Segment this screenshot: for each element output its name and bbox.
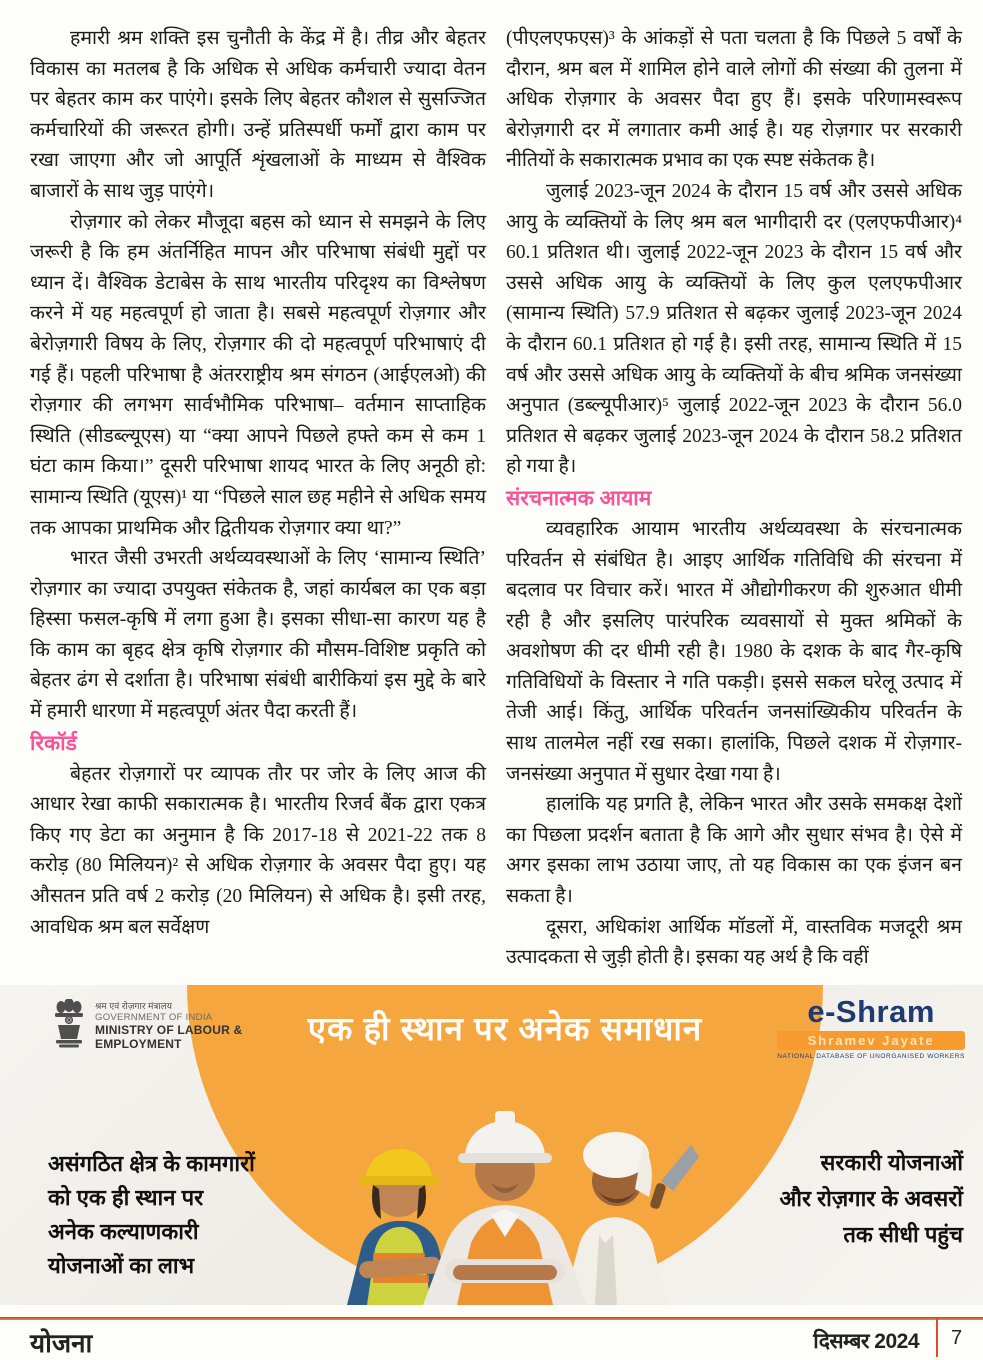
issue-date: दिसम्बर 2024 [813,1330,919,1353]
ministry-line-goi: GOVERNMENT OF INDIA [95,1012,213,1023]
right-column [506,24,962,982]
eshram-advertisement [0,985,983,1305]
caption-line: योजनाओं का लाभ [48,1253,195,1278]
worker-turban-man [563,1132,699,1305]
article-body [30,24,963,982]
paragraph: भारत जैसी उभरती अर्थव्यवस्थाओं के लिए ‘सामान्य स्थिति’ रोज़गार का ज्यादा उपयुक्त संकेतक है, जहां कार्यबल का एक बड़ा हिस्सा फसल-कृषि में लगा हुआ है। इसका सीधा-सा कारण यह है कि काम का बृहद क्षेत्र कृषि रोज़गार की मौसम-विशिष्ट प्रकृति को बेहतर ढंग से दर्शाता है। परिभाषा संबंधी बारीकियां इस मुद्दे के बारे में हमारी धारणा में महत्वपूर्ण अंतर पैदा करती हैं। [30,548,486,723]
eshram-tagline-badge: Shramev Jayate [777,1031,965,1050]
paragraph: बेहतर रोज़गारों पर व्यापक तौर पर जोर के लिए आज की आधार रेखा काफी सकारात्मक है। भारतीय रिजर्व बैंक द्वारा एकत्र किए गए डेटा का अनुमान है कि 2017-18 से 2021-22 तक 8 करोड़ (80 मिलियन)² से अधिक रोज़गार के अवसर पैदा हुए। यह औसतन प्रति वर्ष 2 करोड़ (20 मिलियन) से अधिक है। इसी तरह, आवधिक श्रम बल सर्वेक्षण [30,763,486,938]
paragraph: (पीएलएफएस)³ के आंकड़ों से पता चलता है कि पिछले 5 वर्षों के दौरान, श्रम बल में शामिल होने वाले लोगों की संख्या की तुलना में अधिक रोज़गार के अवसर पैदा हुए हैं। इसके परिणामस्वरूप बेरोज़गारी दर में लगातार कमी आई है। यह रोज़गार पर सरकारी नीतियों के सकारात्मक प्रभाव का एक स्पष्ट संकेतक है। [506,28,962,172]
caption-line: अनेक कल्याणकारी [48,1219,199,1244]
eshram-logo [777,995,965,1060]
left-column [30,24,486,982]
caption-line: तक सीधी पहुंच [843,1222,963,1247]
caption-line: को एक ही स्थान पर [48,1185,204,1210]
caption-line: और रोज़गार के अवसरों [779,1186,963,1211]
page-number: 7 [951,1327,963,1349]
eshram-subtext: NATIONAL DATABASE OF UNORGANISED WORKERS [777,1053,965,1060]
workers-photo [295,1053,715,1305]
paragraph: जुलाई 2023-जून 2024 के दौरान 15 वर्ष और उससे अधिक आयु के व्यक्तियों के लिए श्रम बल भागीदारी दर (एलएफपीआर)⁴ 60.1 प्रतिशत थी। जुलाई 2022-जून 2023 के दौरान 15 वर्ष और उससे अधिक आयु के व्यक्तियों के लिए कुल एलएफपीआर (सामान्य स्थिति) 57.9 प्रतिशत से बढ़कर जुलाई 2023-जून 2024 के दौरान 60.1 प्रतिशत हो गई है। इसी तरह, सामान्य स्थिति में 15 वर्ष और उससे अधिक आयु के व्यक्तियों के बीच श्रमिक जनसंख्या अनुपात (डब्ल्यूपीआर)⁵ जुलाई 2022-जून 2023 के दौरान 56.0 प्रतिशत से बढ़कर जुलाई 2023-जून 2024 के दौरान 58.2 प्रतिशत हो गया है। [506,180,962,478]
paragraph: रोज़गार को लेकर मौजूदा बहस को ध्यान से समझने के लिए जरूरी है कि हम अंतर्निहित मापन और परिभाषा संबंधी मुद्दों पर ध्यान दें। वैश्विक डेटाबेस के साथ भारतीय परिदृश्य का विश्लेषण करने में यह महत्वपूर्ण हो जाता है। सबसे महत्वपूर्ण रोज़गार और बेरोज़गारी विषय के लिए, रोज़गार की दो महत्वपूर्ण परिभाषाएं दी गई हैं। पहली परिभाषा है अंतरराष्ट्रीय श्रम संगठन (आईएलओ) की रोज़गार की लगभग सार्वभौमिक परिभाषा– वर्तमान साप्ताहिक स्थिति (सीडब्ल्यूएस) या “क्या आपने पिछले हफ्ते कम से कम 1 घंटा काम किया।” दूसरी परिभाषा शायद भारत के लिए अनूठी हो: सामान्य स्थिति (यूएस)¹ या “पिछले साल छह महीने से अधिक समय तक आपका प्राथमिक और द्वितीयक रोज़गार क्या था?” [30,211,486,539]
magazine-title: योजना [30,1329,93,1358]
banner-headline: एक ही स्थान पर अनेक समाधान [307,1010,703,1047]
india-emblem-icon [52,999,86,1056]
footer-rule [0,1317,983,1320]
ministry-line-bold1: MINISTRY OF LABOUR & [95,1023,243,1037]
caption-line: सरकारी योजनाओं [820,1150,963,1175]
ministry-text [95,999,242,1051]
section-heading-record: रिकॉर्ड [30,731,77,755]
ministry-line-bold2: EMPLOYMENT [95,1036,182,1051]
eshram-wordmark: e-Shram [807,994,935,1029]
banner-caption-right [780,1145,963,1253]
worker-center-man [423,1111,587,1305]
section-heading-structural: संरचनात्मक आयाम [506,486,652,510]
paragraph: हालांकि यह प्रगति है, लेकिन भारत और उसके समकक्ष देशों का पिछला प्रदर्शन बताता है कि आगे और सुधार संभव है। ऐसे में अगर इसका लाभ उठाया जाए, तो यह विकास का एक इंजन बन सकता है। [506,794,962,908]
caption-line: असंगठित क्षेत्र के कामगारों [48,1151,255,1176]
footer-divider [936,1317,938,1357]
paragraph: दूसरा, अधिकांश आर्थिक मॉडलों में, वास्तविक मजदूरी श्रम उत्पादकता से जुड़ी होती है। इसका यह अर्थ है कि वहीं [506,916,962,969]
ministry-line-hindi: श्रम एवं रोज़गार मंत्रालय [95,1001,173,1011]
ministry-logo [52,999,242,1056]
paragraph: व्यवहारिक आयाम भारतीय अर्थव्यवस्था के संरचनात्मक परिवर्तन से संबंधित है। आइए आर्थिक गतिविधि की संरचना में बदलाव पर विचार करें। भारत में औद्योगीकरण की शुरुआत धीमी रही है और इसलिए पारंपरिक व्यवसायों से मुक्त श्रमिकों के अवशोषण की दर धीमी रही है। 1980 के दशक के बाद गैर-कृषि गतिविधियों के विस्तार ने गति पकड़ी। इससे सकल घरेलू उत्पाद में तेजी आई। किंतु, आर्थिक परिवर्तन जनसांख्यिकीय परिवर्तन के साथ तालमेल नहीं रख सका। हालांकि, पिछले दशक में रोज़गार-जनसंख्या अनुपात में सुधार देखा गया है। [506,518,962,785]
banner-caption-left [48,1147,255,1283]
paragraph: हमारी श्रम शक्ति इस चुनौती के केंद्र में है। तीव्र और बेहतर विकास का मतलब है कि अधिक से अधिक कर्मचारी ज्यादा वेतन पर बेहतर काम कर पाएंगे। इसके लिए बेहतर कौशल से सुसज्जित कर्मचारियों की जरूरत होगी। उन्हें प्रतिस्पर्धी फर्मों द्वारा काम पर रखा जाएगा और जो आपूर्ति शृंखलाओं के माध्यम से वैश्विक बाजारों के साथ जुड़ पाएंगे। [30,28,486,202]
